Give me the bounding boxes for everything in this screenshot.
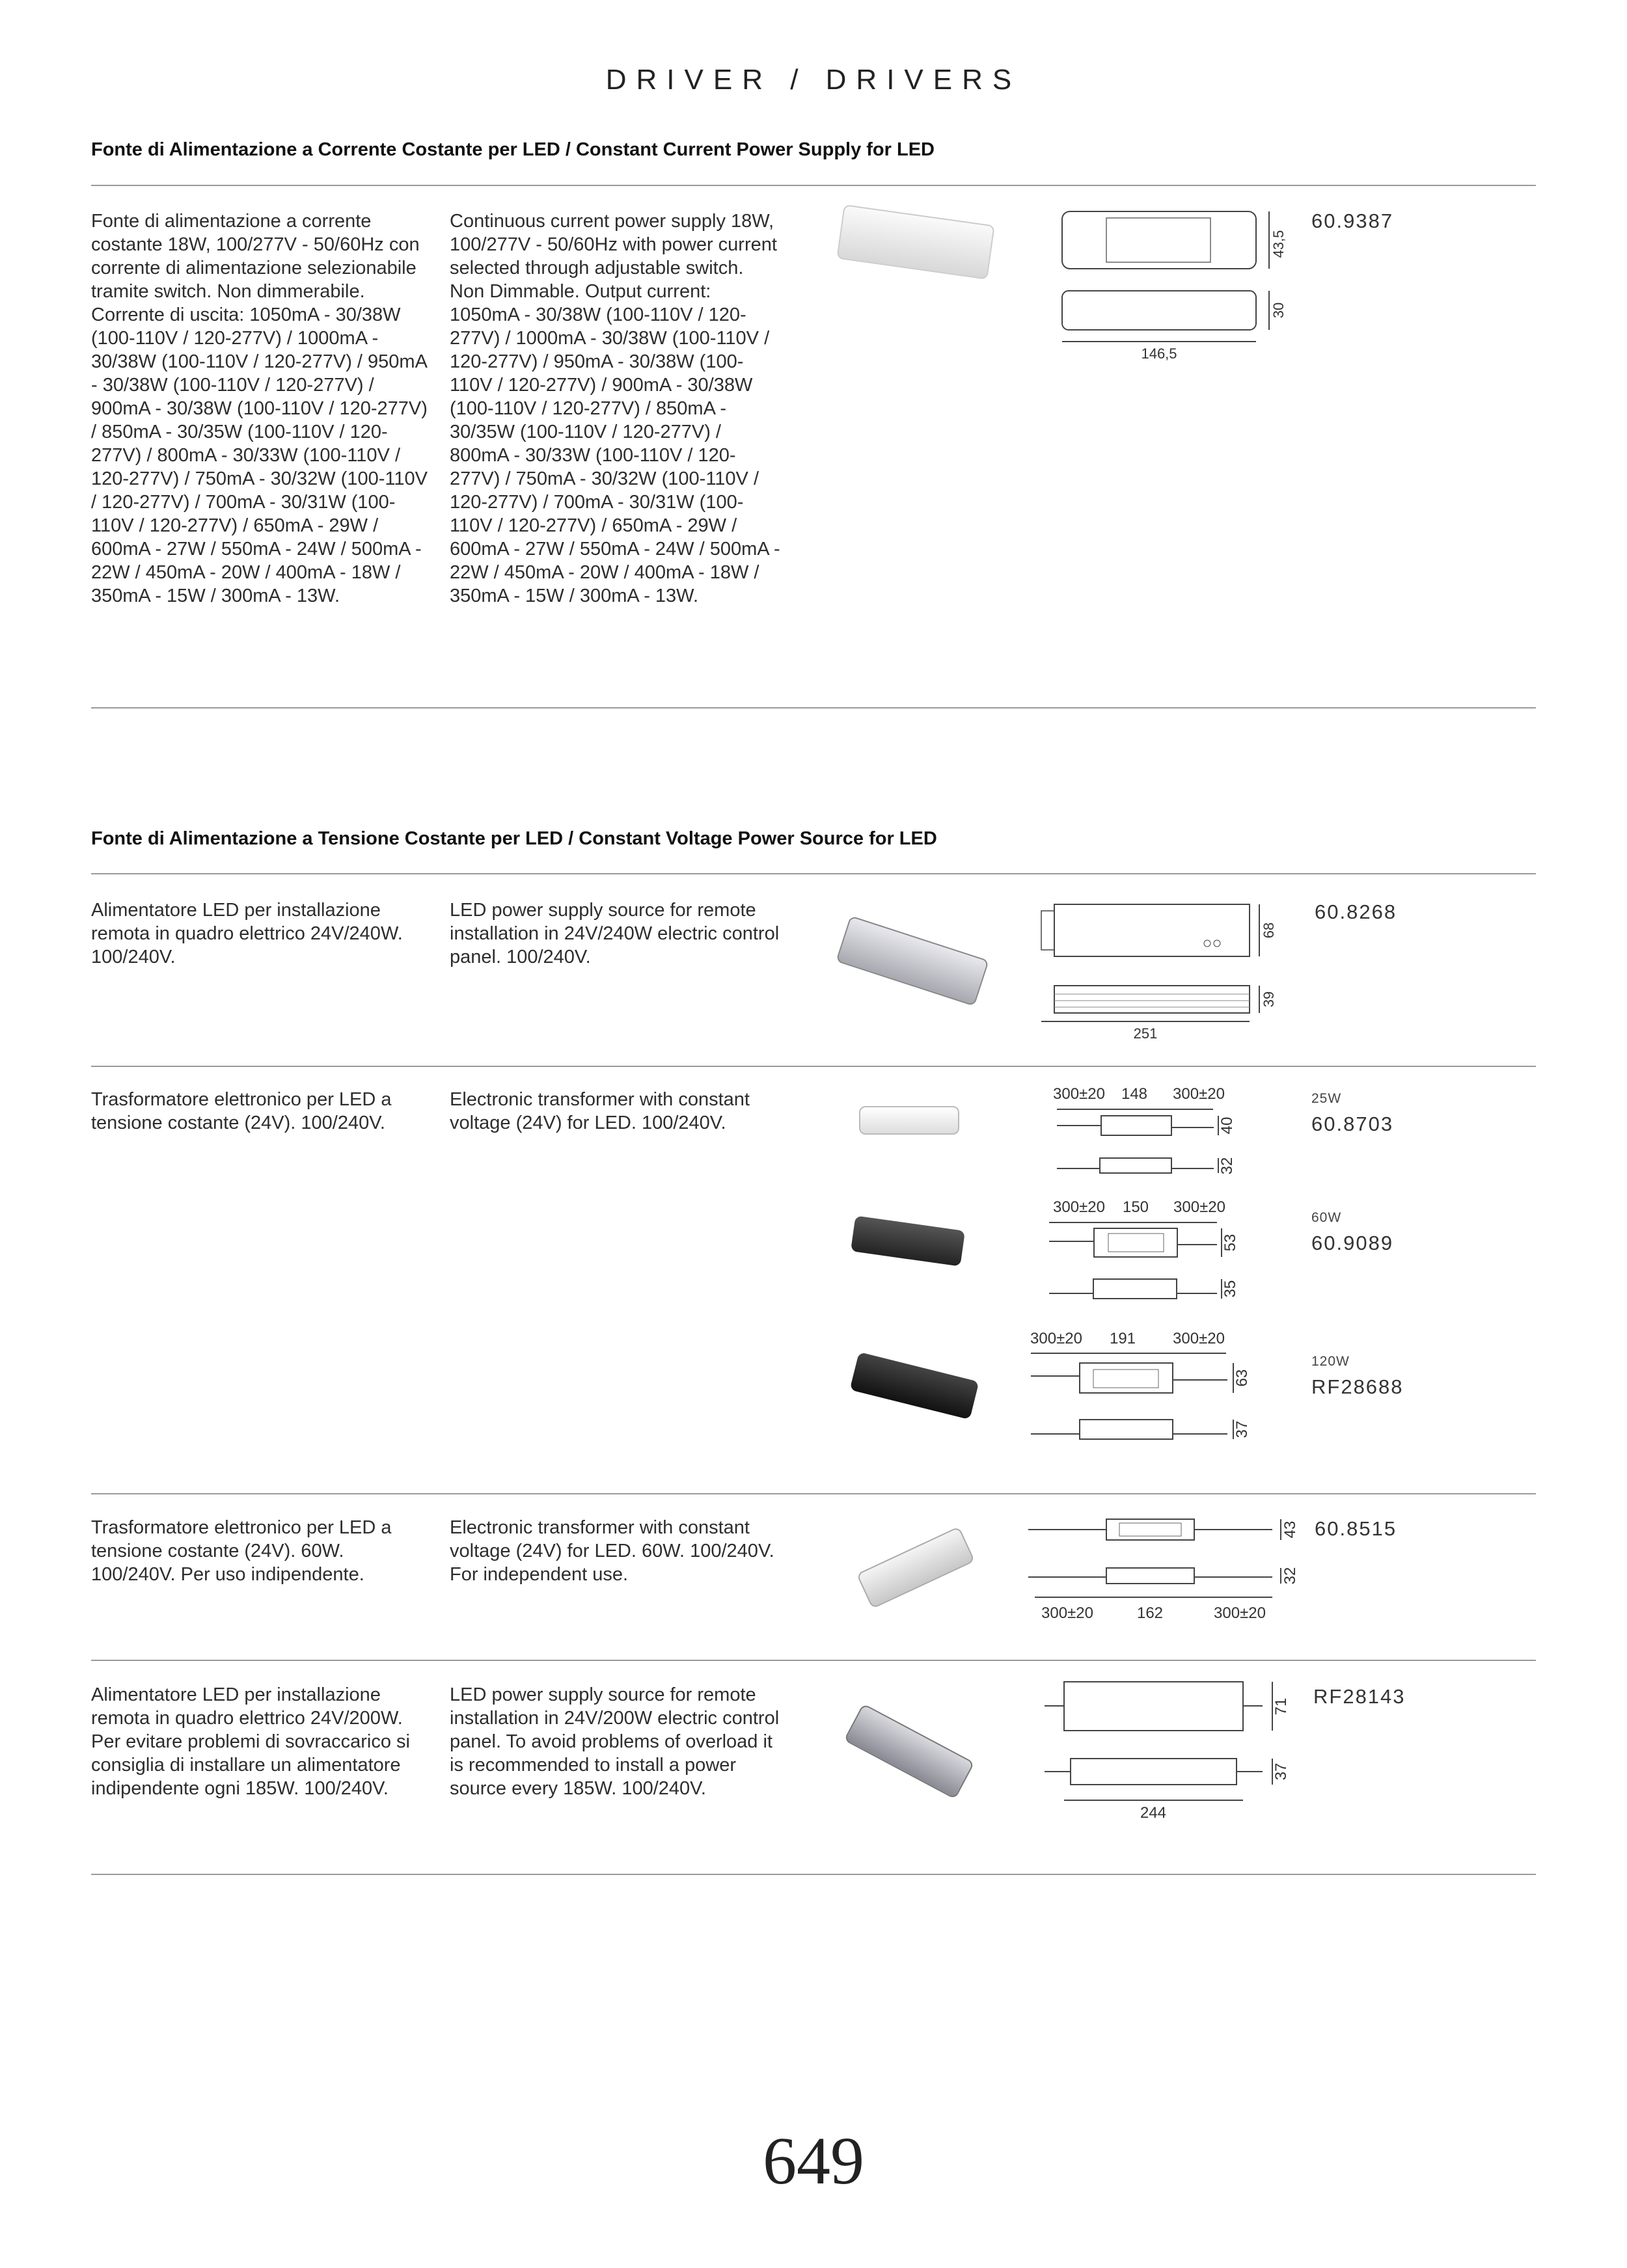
description-italian: Trasformatore elettronico per LED a tensione costante (24V). 60W. 100/240V. Per uso indipendente. (91, 1517, 392, 1585)
dim-height-top: 63 (1233, 1369, 1251, 1387)
divider (91, 185, 1536, 186)
dim-height-top: 40 (1218, 1116, 1236, 1135)
dim-height-side: 37 (1233, 1420, 1251, 1438)
product-photo-120w (850, 1352, 979, 1420)
technical-drawing-25w (1028, 1080, 1302, 1204)
product-photo-25w (859, 1106, 959, 1135)
product-code: RF28688 (1311, 1375, 1404, 1398)
dim-height-side: 37 (1272, 1762, 1290, 1781)
divider (91, 873, 1536, 874)
page-title: DRIVER / DRIVERS (605, 64, 1022, 96)
product-code: 60.8515 (1315, 1517, 1397, 1540)
dim-height-top: 68 (1261, 922, 1277, 939)
dim-length: 162 (1136, 1604, 1164, 1622)
page-number: 649 (763, 2124, 864, 2198)
description-english: LED power supply source for remote installation in 24V/200W electric control panel. To avoid problems of overload it is recommended to install a power source every 185W. 100/240V. (450, 1684, 780, 1799)
technical-drawing (1022, 1513, 1299, 1630)
product-photo (856, 1526, 976, 1609)
dim-cable-left: 300±20 (1030, 1330, 1082, 1347)
description-english: LED power supply source for remote installation in 24V/240W electric control panel. 100/240V. (450, 900, 780, 967)
technical-drawing-60w (1028, 1191, 1302, 1321)
product-code: 60.9089 (1311, 1232, 1394, 1254)
product-code: 60.9387 (1311, 209, 1394, 232)
product-code: RF28143 (1313, 1685, 1406, 1708)
product-photo (836, 204, 994, 280)
dim-cable-right: 300±20 (1173, 1085, 1225, 1103)
dim-height-side: 30 (1270, 302, 1287, 319)
technical-drawing-120w (1028, 1311, 1302, 1461)
description-italian: Alimentatore LED per installazione remota in quadro elettrico 24V/240W. 100/240V. (91, 900, 403, 967)
dim-height-side: 39 (1261, 991, 1277, 1008)
dim-length: 148 (1121, 1085, 1148, 1103)
section-heading-constant-voltage: Fonte di Alimentazione a Tensione Costante per LED / Constant Voltage Power Source for LED (91, 828, 937, 849)
divider (91, 707, 1536, 709)
product-photo-60w (851, 1215, 965, 1266)
description-english: Continuous current power supply 18W, 100/277V - 50/60Hz with power current selected through adjustable switch. Non Dimmable. Output current: 1050mA - 30/38W (100-110V / 120-277V) / 1000mA - 30/38W (100-110V / 120-277V) / 950mA - 30/38W (100-110V / 120-277V) / 900mA - 30/38W (100-110V / 120-277V) / 850mA - 30/35W (100-110V / 120-277V) / 800mA - 30/33W (100-110V / 120-277V) / 750mA - 30/32W (100-110V / 120-277V) / 700mA - 30/31W (100-110V / 120-277V) / 650mA - 29W / 600mA - 27W / 550mA - 24W / 500mA - 22W / 450mA - 20W / 400mA - 18W / 350mA - 15W / 300mA - 13W. (450, 211, 780, 606)
divider (91, 1660, 1536, 1661)
dim-width: 244 (1140, 1804, 1167, 1822)
description-english: Electronic transformer with constant voltage (24V) for LED. 100/240V. (450, 1089, 750, 1133)
divider (91, 1493, 1536, 1494)
dim-height-top: 43 (1281, 1520, 1299, 1539)
product-code: 60.8703 (1311, 1113, 1394, 1135)
wattage-label: 25W (1311, 1091, 1342, 1106)
description-italian: Alimentatore LED per installazione remota in quadro elettrico 24V/200W. Per evitare problemi di sovraccarico si consiglia di installare un alimentatore indipendente ogni 185W. 100/240V. (91, 1684, 410, 1799)
dim-cable-left: 300±20 (1053, 1085, 1105, 1103)
dim-height-side: 35 (1222, 1280, 1239, 1298)
dim-cable-right: 300±20 (1214, 1604, 1266, 1622)
product-photo (836, 915, 989, 1006)
product-code: 60.8268 (1315, 900, 1397, 923)
dim-width: 146,5 (1141, 345, 1177, 362)
technical-drawing (1035, 898, 1295, 1044)
dim-cable-left: 300±20 (1053, 1198, 1105, 1216)
dim-height-top: 71 (1272, 1697, 1290, 1716)
description-english: Electronic transformer with constant voltage (24V) for LED. 60W. 100/240V. For independent use. (450, 1517, 774, 1585)
section-heading-constant-current: Fonte di Alimentazione a Corrente Costante per LED / Constant Current Power Supply for LED (91, 139, 935, 160)
dim-length: 150 (1122, 1198, 1149, 1216)
dim-cable-right: 300±20 (1173, 1330, 1225, 1347)
dim-cable-right: 300±20 (1173, 1198, 1225, 1216)
dim-height-top: 53 (1222, 1234, 1239, 1252)
dim-height-side: 32 (1281, 1567, 1299, 1585)
wattage-label: 60W (1311, 1210, 1342, 1225)
dim-cable-left: 300±20 (1041, 1604, 1093, 1622)
product-photo (843, 1703, 974, 1800)
divider (91, 1066, 1536, 1067)
dim-height-side: 32 (1218, 1157, 1236, 1175)
description-italian: Fonte di alimentazione a corrente costante 18W, 100/277V - 50/60Hz con corrente di alimentazione selezionabile tramite switch. Non dimmerabile. Corrente di uscita: 1050mA - 30/38W (100-110V / 120-277V) / 1000mA - 30/38W (100-110V / 120-277V) / 950mA - 30/38W (100-110V / 120-277V) / 900mA - 30/38W (100-110V / 120-277V) / 850mA - 30/35W (100-110V / 120-277V) / 800mA - 30/33W (100-110V / 120-277V) / 750mA - 30/32W (100-110V / 120-277V) / 700mA - 30/31W (100-110V / 120-277V) / 650mA - 29W / 600mA - 27W / 550mA - 24W / 500mA - 22W / 450mA - 20W / 400mA - 18W / 350mA - 15W / 300mA - 13W. (91, 211, 428, 606)
divider (91, 1874, 1536, 1875)
wattage-label: 120W (1311, 1354, 1350, 1369)
dim-height-top: 43,5 (1270, 230, 1287, 258)
technical-drawing (1035, 1675, 1295, 1825)
technical-drawing (1054, 205, 1302, 361)
dim-width: 251 (1133, 1025, 1158, 1042)
dim-length: 191 (1109, 1330, 1136, 1347)
description-italian: Trasformatore elettronico per LED a tensione costante (24V). 100/240V. (91, 1089, 392, 1133)
